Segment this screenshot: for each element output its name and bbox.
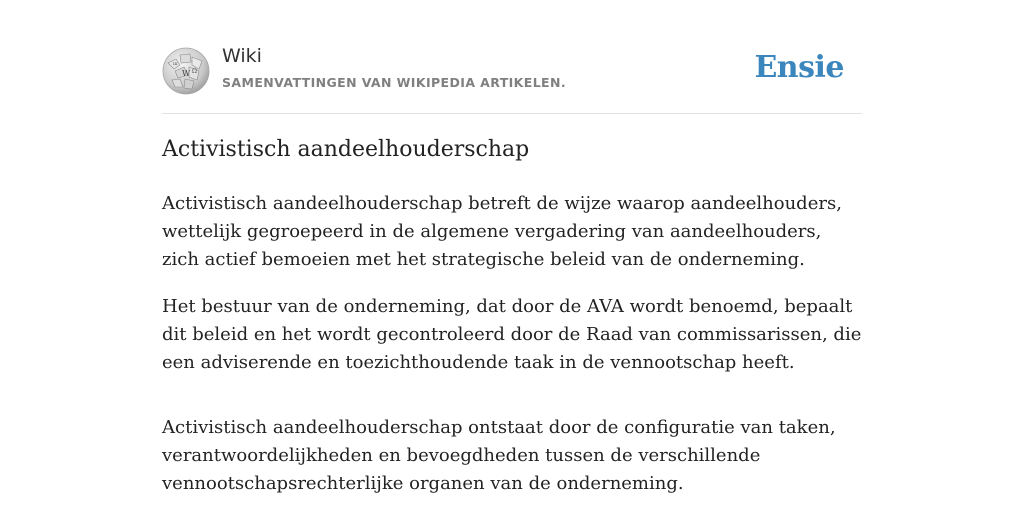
site-tagline: SAMENVATTINGEN VAN WIKIPEDIA ARTIKELEN. bbox=[222, 75, 567, 90]
svg-text:Ω: Ω bbox=[192, 68, 197, 75]
site-name[interactable]: Wiki bbox=[222, 45, 262, 67]
site-header bbox=[162, 0, 862, 114]
page-title: Activistisch aandeelhouderschap bbox=[162, 137, 530, 162]
page-container bbox=[162, 0, 862, 494]
article-paragraph: Het bestuur van de onderneming, dat door de AVA wordt benoemd, bepaalt dit beleid en het wordt gecontroleerd door de Raad van commissarissen, die een adviserende en toezichthoudende taak in de vennootschap heeft. bbox=[162, 296, 862, 373]
article-paragraph: Activistisch aandeelhouderschap betreft de wijze waarop aandeelhouders, wettelijk gegroepeerd in de algemene vergadering van aandeelhouders, zich actief bemoeien met het strategische beleid van de onderneming. bbox=[162, 193, 842, 270]
svg-text:ш: ш bbox=[173, 61, 178, 67]
wikipedia-globe-icon[interactable] bbox=[162, 47, 210, 95]
article-body bbox=[162, 190, 862, 517]
svg-text:W: W bbox=[182, 69, 191, 78]
ensie-logo-link[interactable]: Ensie bbox=[754, 50, 844, 85]
article-paragraph: Activistisch aandeelhouderschap ontstaat door de configuratie van taken, verantwoordelijkheden en bevoegdheden tussen de verschillende vennootschapsrechterlijke organen van de onderneming. bbox=[162, 417, 836, 494]
